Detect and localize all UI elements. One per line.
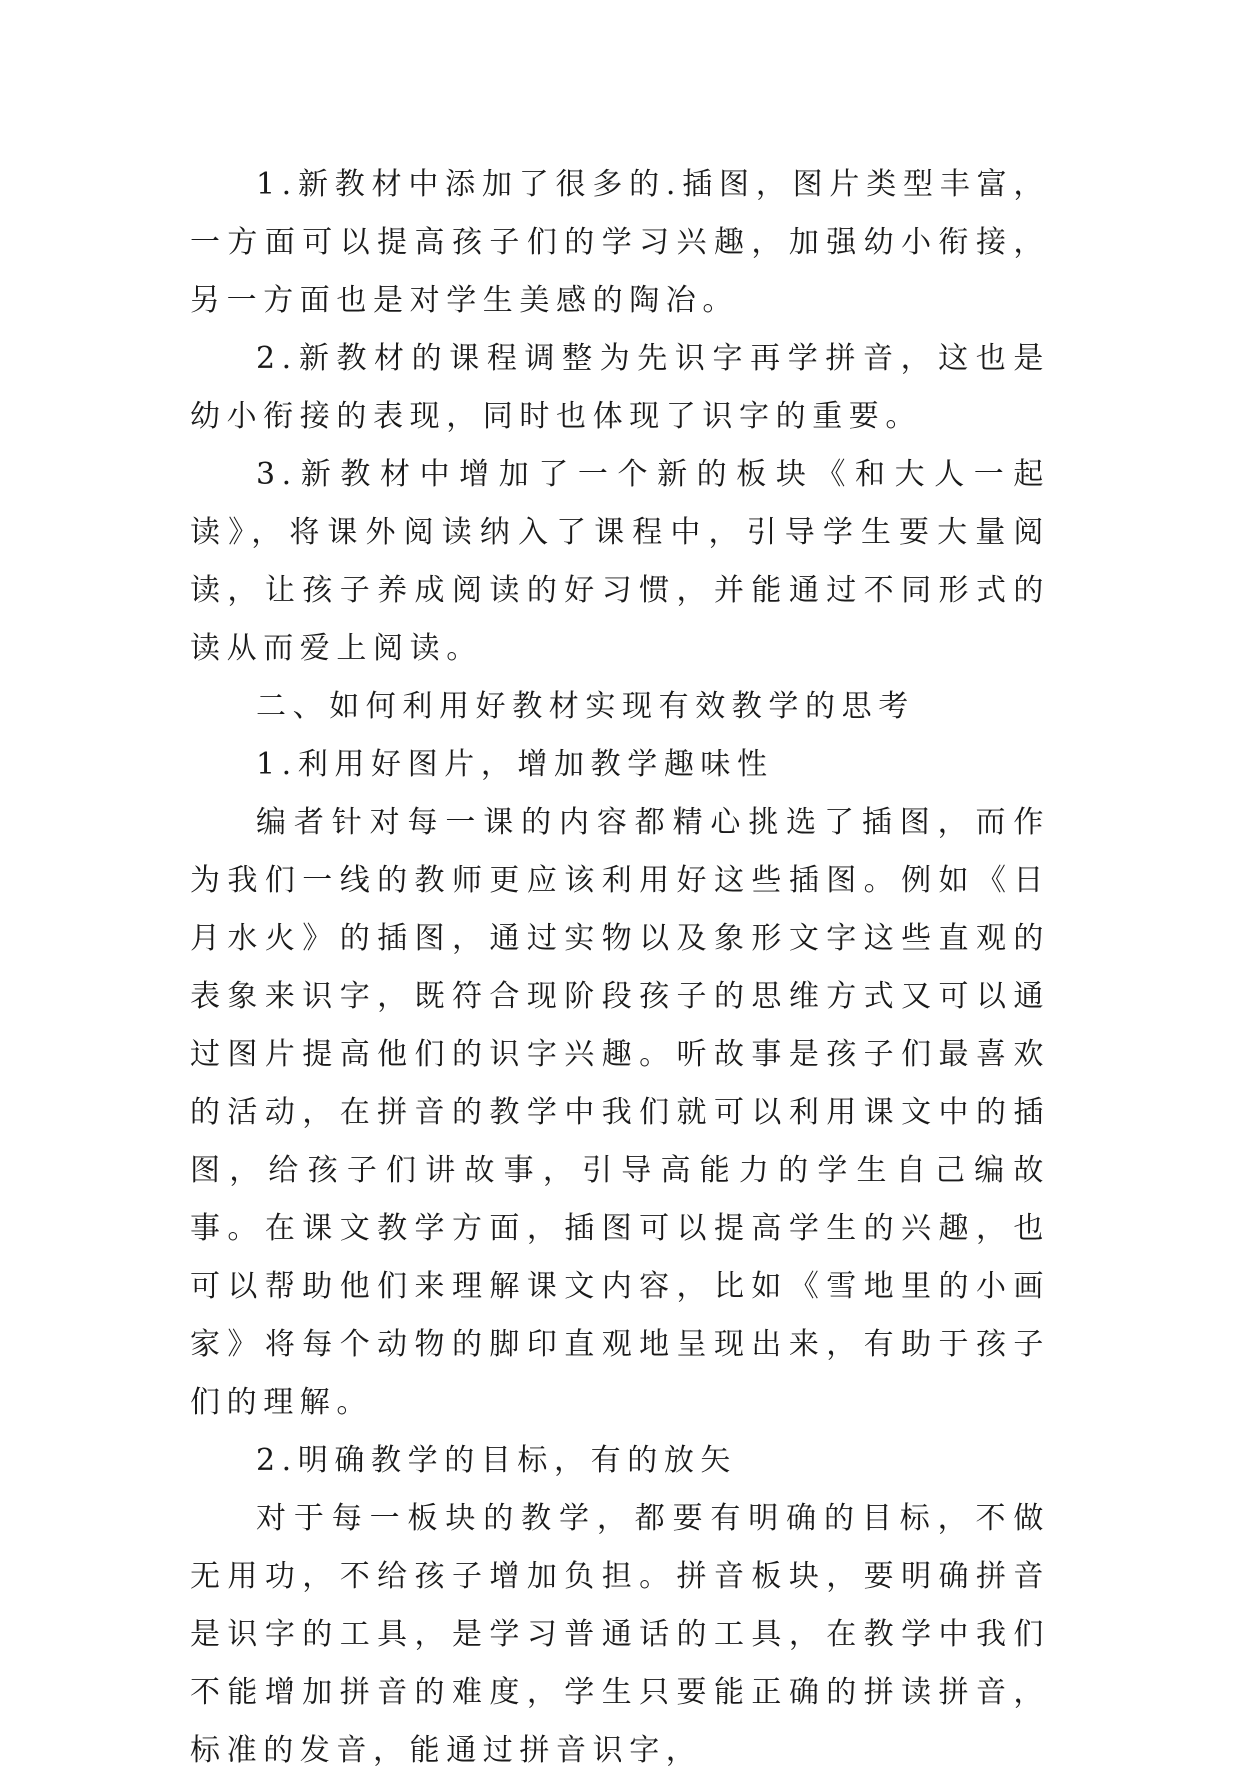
paragraph-new-illustrations: 1.新教材中添加了很多的.插图，图片类型丰富，一方面可以提高孩子们的学习兴趣，加强幼小衔接，另一方面也是对学生美感的陶冶。 [190, 167, 1050, 318]
paragraph-illustration-usage: 编者针对每一课的内容都精心挑选了插图，而作为我们一线的教师更应该利用好这些插图。例如《日月水火》的插图，通过实物以及象形文字这些直观的表象来识字，既符合现阶段孩子的思维方式又可以通过图片提高他们的识字兴趣。听故事是孩子们最喜欢的活动，在拼音的教学中我们就可以利用课文中的插图，给孩子们讲故事，引导高能力的学生自己编故事。在课文教学方面，插图可以提高学生的兴趣，也可以帮助他们来理解课文内容，比如《雪地里的小画家》将每个动物的脚印直观地呈现出来，有助于孩子们的理解。 [190, 805, 1050, 1420]
subheading-clear-goals: 2.明确教学的目标，有的放矢 [256, 1443, 738, 1478]
paragraph-read-with-adults: 3.新教材中增加了一个新的板块《和大人一起读》，将课外阅读纳入了课程中，引导学生要大量阅读，让孩子养成阅读的好习惯，并能通过不同形式的读从而爱上阅读。 [190, 457, 1050, 666]
subheading-use-pictures: 1.利用好图片，增加教学趣味性 [256, 747, 774, 782]
paragraph-teaching-goals: 对于每一板块的教学，都要有明确的目标，不做无用功，不给孩子增加负担。拼音板块，要明确拼音是识字的工具，是学习普通话的工具，在教学中我们不能增加拼音的难度，学生只要能正确的拼读拼音，标准的发音，能通过拼音识字， [190, 1501, 1050, 1768]
paragraph-curriculum-order: 2.新教材的课程调整为先识字再学拼音，这也是幼小衔接的表现，同时也体现了识字的重要。 [190, 341, 1050, 434]
document-body [190, 156, 1050, 1780]
section-heading: 二、如何利用好教材实现有效教学的思考 [256, 689, 915, 724]
